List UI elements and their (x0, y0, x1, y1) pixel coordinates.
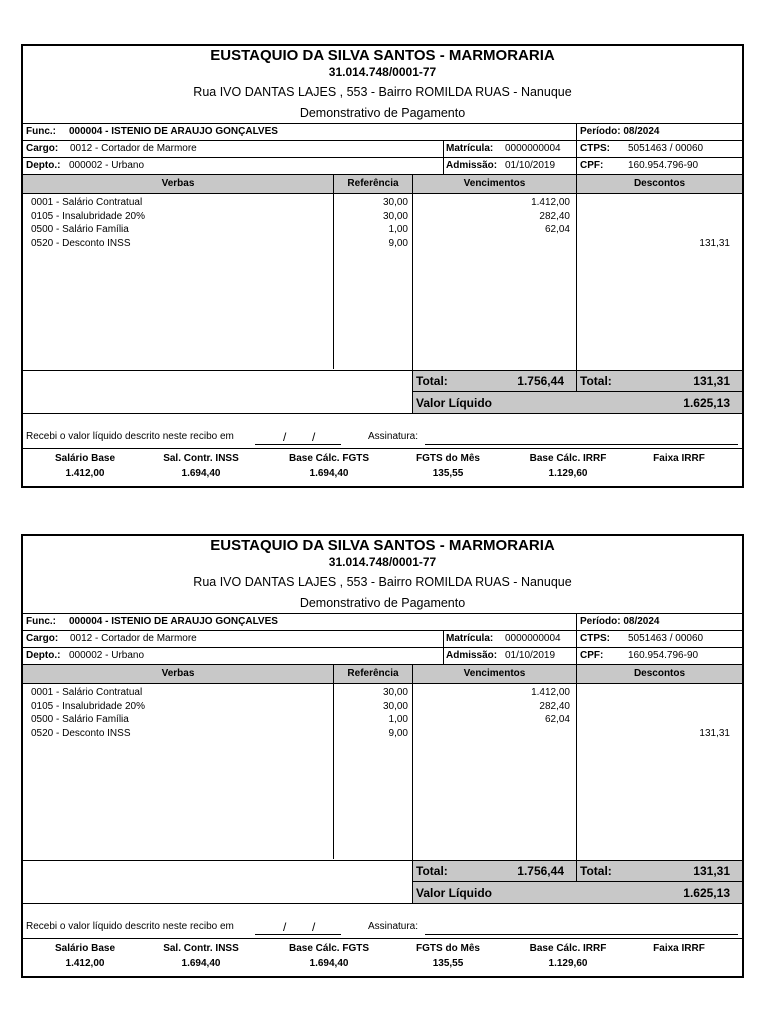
admissao-label: Admissão: (446, 650, 498, 661)
cpf-label: CPF: (580, 160, 604, 171)
valor-liquido-value: 1.625,13 (683, 886, 730, 900)
valor-liquido-value: 1.625,13 (683, 396, 730, 410)
divider (23, 664, 742, 665)
valor-liquido-label: Valor Líquido (416, 886, 493, 900)
row-referencia: 30,00 (382, 687, 408, 698)
footer-value: 1.694,40 (181, 468, 221, 479)
row-verba: 0105 - Insalubridade 20% (31, 210, 145, 222)
divider (23, 157, 742, 158)
cpf-value: 160.954.796-90 (628, 160, 699, 171)
total-descontos-label: Total: (580, 374, 612, 388)
func-value: 000004 - ISTENIO DE ARAUJO GONÇALVES (69, 616, 278, 627)
divider (443, 140, 444, 175)
signature-line (425, 444, 738, 445)
divider (23, 140, 742, 141)
footer-label: Sal. Contr. INSS (163, 943, 239, 954)
row-vencimento: 282,40 (539, 210, 570, 222)
row-verba: 0001 - Salário Contratual (31, 197, 143, 208)
periodo: Período: 08/2024 (580, 126, 660, 137)
row-verba: 0520 - Desconto INSS (31, 727, 131, 739)
footer-label: Salário Base (54, 453, 116, 464)
company-cnpj: 31.014.748/0001-77 (328, 555, 437, 569)
row-verba: 0500 - Salário Família (31, 714, 129, 726)
depto-label: Depto.: (26, 160, 61, 171)
row-vencimento: 62,04 (544, 714, 570, 726)
row-referencia: 1,00 (388, 714, 408, 726)
depto-value: 000002 - Urbano (69, 650, 145, 661)
divider (23, 938, 742, 939)
valor-liquido-label: Valor Líquido (416, 396, 493, 410)
total-vencimentos-label: Total: (416, 374, 448, 388)
ctps-value: 5051463 / 00060 (628, 143, 704, 154)
matricula-label: Matrícula: (446, 143, 494, 154)
divider (23, 683, 742, 684)
row-verba: 0500 - Salário Família (31, 224, 129, 236)
footer-label: Salário Base (54, 943, 116, 954)
header-verbas: Verbas (161, 178, 195, 189)
divider (23, 123, 742, 124)
assinatura-label: Assinatura: (368, 921, 419, 932)
cpf-value: 160.954.796-90 (628, 650, 699, 661)
row-vencimento: 1.412,00 (531, 687, 570, 698)
admissao-label: Admissão: (446, 160, 498, 171)
divider (576, 665, 577, 882)
footer-value: 1.129,60 (548, 958, 588, 969)
footer-value: 135,55 (432, 958, 464, 969)
row-referencia: 30,00 (382, 210, 408, 222)
func-label: Func.: (26, 126, 56, 137)
footer-value: 1.694,40 (309, 958, 349, 969)
total-descontos-value: 131,31 (693, 374, 730, 388)
header-referencia: Referência (347, 668, 399, 679)
date-slash: / (283, 430, 287, 444)
date-slash: / (312, 920, 316, 934)
cargo-label: Cargo: (26, 633, 59, 644)
row-referencia: 1,00 (388, 224, 408, 236)
ctps-label: CTPS: (580, 633, 610, 644)
total-descontos-label: Total: (580, 864, 612, 878)
divider (23, 613, 742, 614)
row-desconto: 131,31 (699, 727, 730, 739)
row-vencimento: 62,04 (544, 224, 570, 236)
row-verba: 0001 - Salário Contratual (31, 687, 143, 698)
divider (23, 413, 742, 414)
cpf-label: CPF: (580, 650, 604, 661)
row-referencia: 9,00 (388, 727, 408, 739)
row-desconto: 131,31 (699, 237, 730, 249)
assinatura-label: Assinatura: (368, 431, 419, 442)
footer-label: FGTS do Mês (416, 943, 480, 954)
footer-label: Sal. Contr. INSS (163, 453, 239, 464)
header-descontos: Descontos (633, 668, 686, 679)
footer-label: Base Cálc. IRRF (529, 453, 607, 464)
divider (23, 647, 742, 648)
admissao-value: 01/10/2019 (505, 650, 556, 661)
footer-label: FGTS do Mês (416, 453, 480, 464)
matricula-value: 0000000004 (505, 143, 561, 154)
divider (576, 175, 577, 392)
header-referencia: Referência (347, 178, 399, 189)
company-address: Rua IVO DANTAS LAJES , 553 - Bairro ROMILDA RUAS - Nanuque (193, 85, 572, 99)
footer-value: 1.412,00 (65, 958, 105, 969)
document-title: Demonstrativo de Pagamento (299, 596, 466, 610)
divider (443, 630, 444, 665)
header-vencimentos: Vencimentos (463, 178, 526, 189)
header-verbas: Verbas (161, 668, 195, 679)
row-verba: 0520 - Desconto INSS (31, 237, 131, 249)
divider (576, 613, 577, 665)
payslip-1 (21, 44, 744, 488)
document-title: Demonstrativo de Pagamento (299, 106, 466, 120)
func-label: Func.: (26, 616, 56, 627)
footer-value: 1.412,00 (65, 468, 105, 479)
row-referencia: 9,00 (388, 237, 408, 249)
total-vencimentos-value: 1.756,44 (517, 864, 564, 878)
periodo: Período: 08/2024 (580, 616, 660, 627)
divider (23, 448, 742, 449)
ctps-label: CTPS: (580, 143, 610, 154)
cargo-value: 0012 - Cortador de Marmore (70, 143, 197, 154)
footer-label: Faixa IRRF (653, 453, 705, 464)
footer-value: 1.129,60 (548, 468, 588, 479)
depto-value: 000002 - Urbano (69, 160, 145, 171)
payslip-2 (21, 534, 744, 978)
cargo-value: 0012 - Cortador de Marmore (70, 633, 197, 644)
divider (23, 174, 742, 175)
company-address: Rua IVO DANTAS LAJES , 553 - Bairro ROMILDA RUAS - Nanuque (193, 575, 572, 589)
func-value: 000004 - ISTENIO DE ARAUJO GONÇALVES (69, 126, 278, 137)
receipt-text: Recebi o valor líquido descrito neste recibo em (26, 431, 234, 442)
date-slash: / (283, 920, 287, 934)
date-line (255, 444, 341, 445)
footer-label: Base Cálc. IRRF (529, 943, 607, 954)
row-vencimento: 1.412,00 (531, 197, 570, 208)
divider (23, 630, 742, 631)
company-cnpj: 31.014.748/0001-77 (328, 65, 437, 79)
row-referencia: 30,00 (382, 700, 408, 712)
divider (23, 903, 742, 904)
matricula-label: Matrícula: (446, 633, 494, 644)
company-name: EUSTAQUIO DA SILVA SANTOS - MARMORARIA (210, 47, 555, 64)
footer-value: 1.694,40 (309, 468, 349, 479)
divider (576, 123, 577, 175)
total-vencimentos-label: Total: (416, 864, 448, 878)
ctps-value: 5051463 / 00060 (628, 633, 704, 644)
row-referencia: 30,00 (382, 197, 408, 208)
total-vencimentos-value: 1.756,44 (517, 374, 564, 388)
footer-value: 1.694,40 (181, 958, 221, 969)
footer-label: Base Cálc. FGTS (288, 943, 370, 954)
signature-line (425, 934, 738, 935)
cargo-label: Cargo: (26, 143, 59, 154)
row-vencimento: 282,40 (539, 700, 570, 712)
company-name: EUSTAQUIO DA SILVA SANTOS - MARMORARIA (210, 537, 555, 554)
divider (23, 193, 742, 194)
total-descontos-value: 131,31 (693, 864, 730, 878)
date-slash: / (312, 430, 316, 444)
date-line (255, 934, 341, 935)
depto-label: Depto.: (26, 650, 61, 661)
header-descontos: Descontos (633, 178, 686, 189)
matricula-value: 0000000004 (505, 633, 561, 644)
admissao-value: 01/10/2019 (505, 160, 556, 171)
header-vencimentos: Vencimentos (463, 668, 526, 679)
footer-label: Faixa IRRF (653, 943, 705, 954)
footer-value: 135,55 (432, 468, 464, 479)
row-verba: 0105 - Insalubridade 20% (31, 700, 145, 712)
footer-label: Base Cálc. FGTS (288, 453, 370, 464)
receipt-text: Recebi o valor líquido descrito neste recibo em (26, 921, 234, 932)
